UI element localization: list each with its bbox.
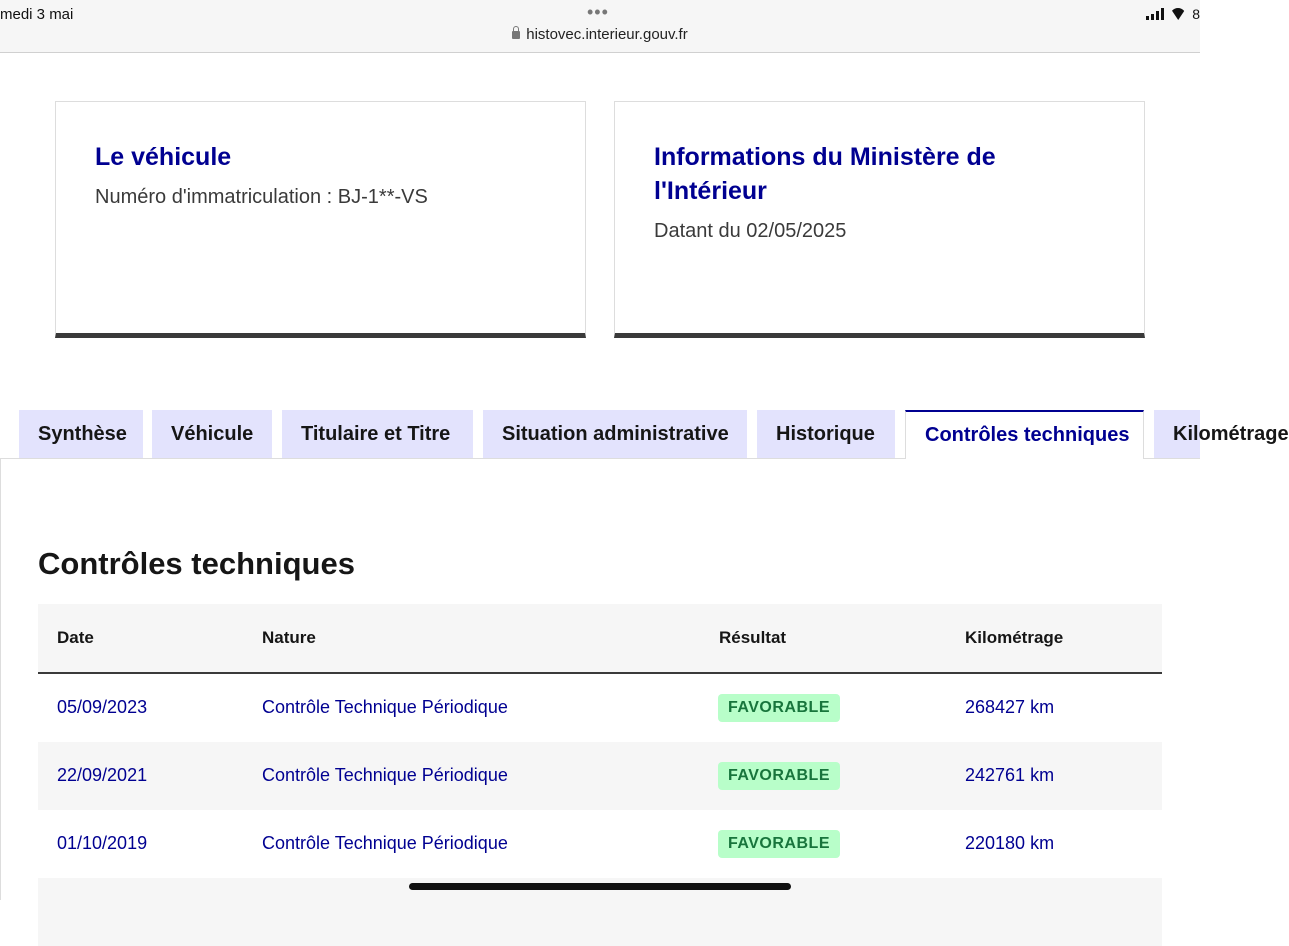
cell-mileage: 242761 km: [965, 765, 1055, 785]
table-header: [38, 604, 1162, 674]
cell-date: 05/09/2023: [57, 697, 148, 717]
cell-nature: Contrôle Technique Périodique: [262, 697, 508, 717]
cell-date: 01/10/2019: [57, 833, 148, 853]
home-indicator[interactable]: [409, 883, 791, 890]
result-badge: FAVORABLE: [718, 694, 840, 722]
vehicle-card: [55, 101, 586, 338]
more-dots-icon[interactable]: •••: [587, 2, 609, 22]
cell-mileage: 268427 km: [965, 697, 1055, 717]
cell-nature: Contrôle Technique Périodique: [262, 765, 508, 785]
column-header-nature: Nature: [262, 628, 316, 647]
table-row: [38, 810, 1162, 878]
column-header-mileage: Kilométrage: [965, 628, 1064, 647]
result-badge: FAVORABLE: [718, 830, 840, 858]
wifi-icon: [1170, 8, 1186, 20]
status-time: medi 3 mai: [0, 6, 74, 23]
system-status: [1146, 6, 1200, 22]
tab-vehicule[interactable]: Véhicule: [152, 410, 272, 458]
tab-controles-techniques[interactable]: Contrôles techniques: [905, 410, 1144, 460]
cell-mileage: 220180 km: [965, 833, 1055, 853]
table-row: [38, 674, 1162, 742]
card-title: Le véhicule: [95, 143, 232, 171]
ministry-info-card: [614, 101, 1145, 338]
browser-top-bar: [0, 0, 1200, 53]
section-title: Contrôles techniques: [38, 546, 355, 581]
column-header-date: Date: [57, 628, 94, 647]
table-row: [38, 742, 1162, 810]
signal-icon: [1146, 8, 1164, 20]
tab-bar: [0, 410, 1289, 459]
tab-historique[interactable]: Historique: [757, 410, 895, 458]
cell-date: 22/09/2021: [57, 765, 148, 785]
registration-number: Numéro d'immatriculation : BJ-1**-VS: [95, 186, 428, 208]
data-date: Datant du 02/05/2025: [654, 220, 847, 242]
tab-synthese[interactable]: Synthèse: [19, 410, 143, 458]
tab-titulaire-titre[interactable]: Titulaire et Titre: [282, 410, 473, 458]
lock-icon: [512, 31, 520, 39]
address-url: histovec.interieur.gouv.fr: [526, 26, 688, 43]
result-badge: FAVORABLE: [718, 762, 840, 790]
battery-level: 8: [1192, 6, 1200, 22]
address-bar[interactable]: [0, 26, 1200, 43]
column-header-result: Résultat: [719, 628, 787, 647]
technical-controls-table: [38, 604, 1162, 946]
tab-kilometrage[interactable]: Kilométrage: [1154, 410, 1200, 458]
card-title: Informations du Ministère de l'Intérieur: [654, 143, 996, 205]
tab-situation-administrative[interactable]: Situation administrative: [483, 410, 747, 458]
cell-nature: Contrôle Technique Périodique: [262, 833, 508, 853]
